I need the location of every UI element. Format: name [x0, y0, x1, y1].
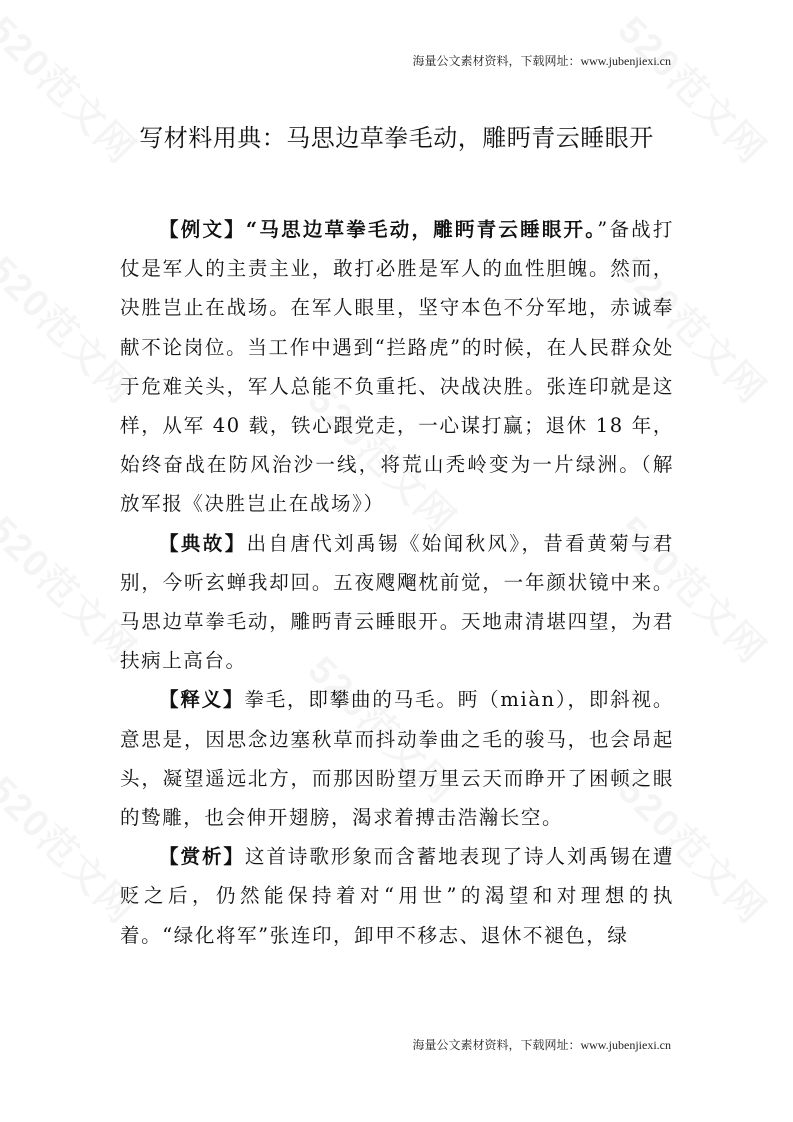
document-body — [120, 210, 674, 955]
section-tag-appreciation: 【赏析】 — [159, 845, 245, 869]
paragraph-allusion — [120, 524, 674, 681]
header-note: 海量公文素材资料，下载网址：www.jubenjiexi.cn — [412, 54, 671, 68]
paragraph-text: 拳毛，即攀曲的马毛。眄（miàn），即斜视。意思是，因思念边塞秋草而抖动拳曲之毛的骏马，也会昂起头，凝望遥远北方，而那因盼望万里云天而睁开了困顿之眼的鸷雕，也会伸开翅膀，渴求着搏击浩瀚长空。 — [120, 688, 674, 830]
paragraph-meaning — [120, 680, 674, 837]
paragraph-example — [120, 210, 674, 524]
section-tag-example: 【例文】 — [159, 218, 246, 241]
section-tag-allusion: 【典故】 — [159, 531, 247, 555]
paragraph-text: ”备战打仗是军人的主责主业，敢打必胜是军人的血性胆魄。然而，决胜岂止在战场。在军人眼里，坚守本色不分军地，赤诚奉献不论岗位。当工作中遇到“拦路虎”的时候，在人民群众处于危难关头，军人总能不负重托、决战决胜。张连印就是这样，从军 40 载，铁心跟党走，一心谋打赢；退休 18 年，始终奋战在防风治沙一线，将荒山秃岭变为一片绿洲。（解放军报《决胜岂止在战场》） — [120, 218, 674, 516]
example-quote: “马思边草拳毛动，雕眄青云睡眼开。 — [245, 218, 598, 241]
section-tag-meaning: 【释义】 — [159, 688, 245, 712]
paragraph-text: 出自唐代刘禹锡《始闻秋风》，昔看黄菊与君别，今听玄蝉我却回。五夜飕飗枕前觉，一年颜状镜中来。马思边草拳毛动，雕眄青云睡眼开。天地肃清堪四望，为君扶病上高台。 — [120, 531, 674, 673]
paragraph-text: 这首诗歌形象而含蓄地表现了诗人刘禹锡在遭贬之后，仍然能保持着对“用世”的渴望和对理想的执着。“绿化将军”张连印，卸甲不移志、退休不褪色，绿 — [120, 845, 674, 947]
footer-note: 海量公文素材资料，下载网址：www.jubenjiexi.cn — [412, 1038, 671, 1052]
document-title: 写材料用典：马思边草拳毛动，雕眄青云睡眼开 — [139, 126, 654, 152]
paragraph-appreciation — [120, 837, 674, 955]
